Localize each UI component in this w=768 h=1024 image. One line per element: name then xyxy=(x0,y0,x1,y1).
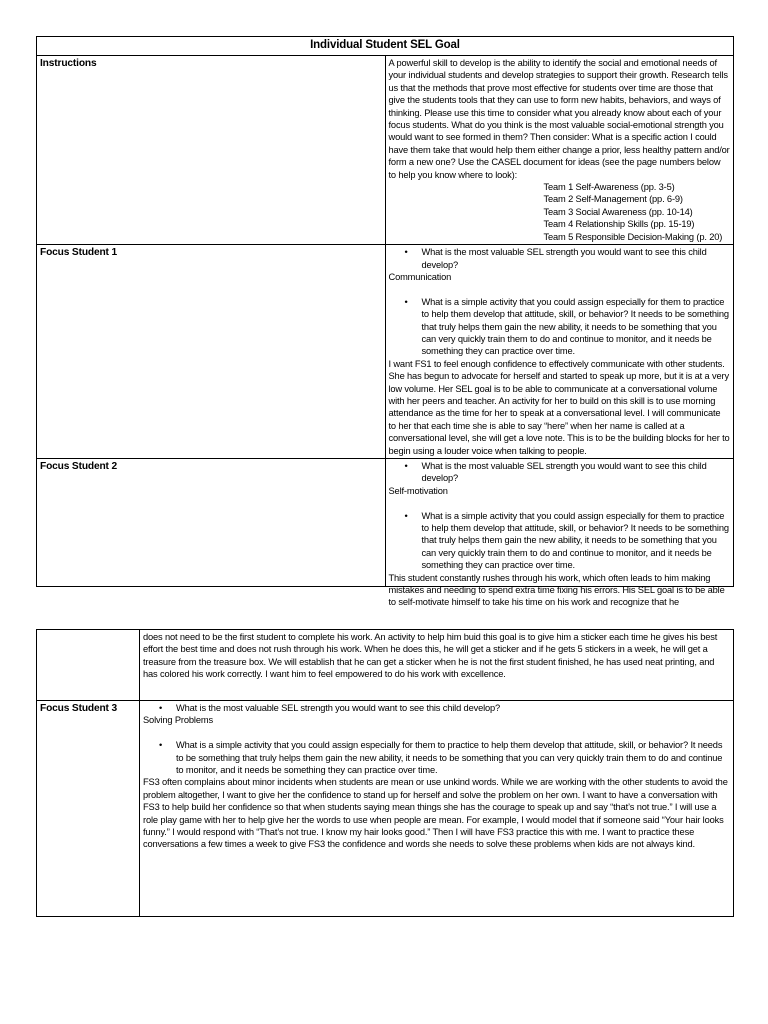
focus-student-1-label: Focus Student 1 xyxy=(37,245,386,459)
question-2-text: What is a simple activity that you could assign especially for them to practice to help them develop that attitude, skill, or behavior? It needs to be something that truly helps them gain the new ability, it needs to be something that you can very quickly train them to do and continue to monitor, and it needs be something they can practice over time. xyxy=(421,510,729,571)
team-list xyxy=(389,181,731,243)
document-title: Individual Student SEL Goal xyxy=(37,37,734,56)
focus-student-3-answer: FS3 often complains about minor incidents when students are mean or use unkind words. While we are working with the other students to avoid the problem altogether, I want to give her the confidence to stand up for herself and solve the problem on her own. I want to have a conversation with FS3 to help build her confidence so that when students saying mean things she has the courage to speak up and say “that’s not true.” I will use a role play game with her to help give her the words to use when people are mean. For example, I would model that if someone said “Your hair looks funny.” I would respond with “That’s not true. I know my hair looks good.” Then I will have FS3 practice this with me. I want to practice these conversations a few times a week to give FS3 the confidence and words she needs to solve these problems when kids are not always kind. xyxy=(143,777,728,850)
question-2 xyxy=(143,739,730,776)
title-row xyxy=(37,37,734,56)
team-item: Team 5 Responsible Decision-Making (p. 20) xyxy=(543,231,723,242)
bullet-icon: • xyxy=(404,510,408,521)
focus-student-1-row xyxy=(37,245,734,459)
team-item: Team 3 Social Awareness (pp. 10-14) xyxy=(543,206,693,217)
focus-student-2-row xyxy=(37,458,734,586)
question-1 xyxy=(389,460,731,485)
question-1 xyxy=(143,702,730,714)
question-1-list xyxy=(389,460,731,485)
team-item: Team 4 Relationship Skills (pp. 15-19) xyxy=(543,219,695,230)
focus-student-2-continued-cell xyxy=(140,630,734,701)
focus-student-2-answer-part-2: does not need to be the first student to complete his work. An activity to help him buid this goal is to give him a sticker each time he gives his best effort the best time and does not rush through his work. When he does this, he will get a sticker and if he gets 5 stickers in a week, he will get a treasure from the treasure box. We will establish that he can get a sticker when he is not the first student finished, he has used neat printing, and has colored his work correctly. I want him to feel empowered to do his work with excellence. xyxy=(143,632,718,680)
focus-student-3-strength: Solving Problems xyxy=(143,715,213,726)
question-2-text: What is a simple activity that you could assign especially for them to practice to help them develop that attitude, skill, or behavior? It needs to be something that truly helps them gain the new ability, it needs to be something that you can very quickly train them to do and continue to monitor, and it needs be something they can practice over time. xyxy=(176,740,723,776)
focus-student-2-answer-part-1: This student constantly rushes through his work, which often leads to him making mistakes and needing to spend extra time fixing his errors. His SEL goal is to be able to self-motivate himself to take his time on his work and recognize that he xyxy=(388,572,725,608)
question-2 xyxy=(389,510,731,572)
question-2 xyxy=(389,296,731,358)
focus-student-2-label: Focus Student 2 xyxy=(37,458,386,586)
bullet-icon: • xyxy=(159,703,163,713)
focus-student-1-answer: I want FS1 to feel enough confidence to effectively communicate with other students. She has begun to advocate for herself and started to speak up more, but it is at a very low volume. Her SEL goal is to be able to communicate at a conversational volume with her peers and teacher. An activity for her to build on this skill is to use morning attendance as the time for her to speak at a conversational level. I will communicate to her that each time she is able to say “here” when her name is called at a conversational level, she will get a love note. This is to be the building blocks for her to begin using a louder voice when talking to people. xyxy=(388,358,730,456)
instructions-text: A powerful skill to develop is the ability to identify the social and emotional needs of your individual students and develop strategies to support their growth. Research tells us that the methods that prove most effective for students over time are those that give the students tools that they can use to form new habits, behaviors, and ways of thinking. Please use this time to consider what you already know about each of your focus students. What do you think is the most valuable social-emotional strength you would want to see formed in them? Then consider: What is a specific action I could have them take that would help them either change a prior, less healthy pattern and/or form a new one? Use the CASEL document for ideas (see the page numbers below to help you know where to look): xyxy=(388,58,730,180)
instructions-cell xyxy=(385,56,734,245)
focus-student-3-cell xyxy=(140,701,734,917)
team-item: Team 1 Self-Awareness (pp. 3-5) xyxy=(543,182,675,193)
focus-student-2-cell xyxy=(385,458,734,608)
sel-goal-table-page-2 xyxy=(36,629,734,917)
question-1-text: What is the most valuable SEL strength you would want to see this child develop? xyxy=(421,247,707,270)
focus-student-1-cell xyxy=(385,245,734,459)
continuation-label-cell xyxy=(37,630,140,701)
bullet-icon: • xyxy=(404,247,408,258)
question-2-list xyxy=(389,510,731,572)
bullet-icon: • xyxy=(159,740,163,751)
question-2-text: What is a simple activity that you could assign especially for them to practice to help them develop that attitude, skill, or behavior? It needs to be something that truly helps them gain the new ability, it needs to be something that you can very quickly train them to do and continue to monitor, and it needs be something they can practice over time. xyxy=(421,296,729,357)
bullet-icon: • xyxy=(404,296,408,307)
question-1-text: What is the most valuable SEL strength you would want to see this child develop? xyxy=(176,703,501,713)
question-1-list xyxy=(389,246,731,271)
instructions-row xyxy=(37,56,734,245)
question-1-list xyxy=(143,702,730,714)
question-2-list xyxy=(143,739,730,776)
focus-student-2-strength: Self-motivation xyxy=(388,485,448,496)
team-item: Team 2 Self-Management (pp. 6-9) xyxy=(543,194,683,205)
focus-student-2-content xyxy=(388,460,731,608)
sel-goal-table-page-1 xyxy=(36,36,734,608)
focus-student-3-label: Focus Student 3 xyxy=(37,701,140,917)
instructions-label: Instructions xyxy=(37,56,386,245)
question-2-list xyxy=(389,296,731,358)
bullet-icon: • xyxy=(404,460,408,471)
question-1-text: What is the most valuable SEL strength you would want to see this child develop? xyxy=(421,460,707,484)
focus-student-3-row xyxy=(37,701,734,917)
question-1 xyxy=(389,246,731,271)
focus-student-2-continued-row xyxy=(37,630,734,701)
focus-student-1-strength: Communication xyxy=(388,271,452,282)
